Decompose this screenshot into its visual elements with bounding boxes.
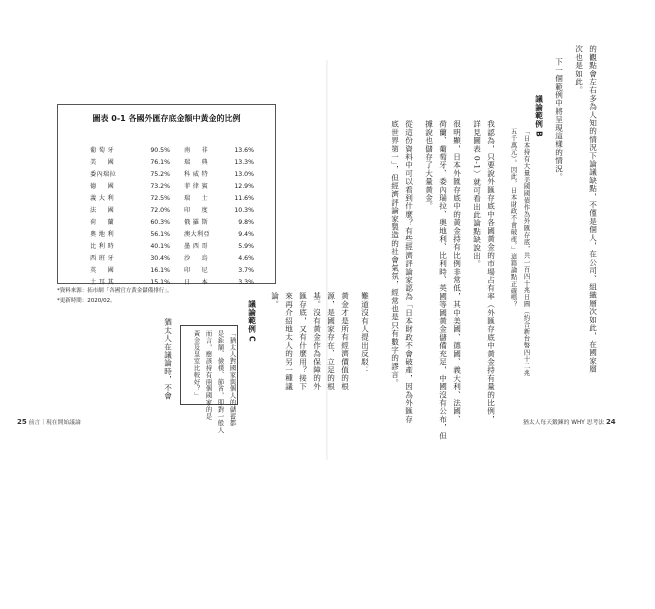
table-row bbox=[90, 253, 170, 265]
country-name: 美 國 bbox=[90, 159, 114, 166]
table-row bbox=[90, 265, 170, 277]
table-row bbox=[184, 265, 254, 277]
right-page-number: 24 bbox=[605, 418, 616, 426]
body-line: 下一個範例中將呈現這樣的情況。 bbox=[554, 58, 564, 181]
source-notes bbox=[57, 286, 173, 306]
gold-ratio-value: 30.4% bbox=[150, 255, 170, 262]
body-line: 匯存底，又有什麼用？接下 bbox=[298, 292, 308, 391]
body-line: 我認為，只要說外匯存底中各國黃金的市場占有率（外匯存底中黃金持有量的比例， bbox=[486, 120, 496, 424]
right-folio bbox=[523, 417, 616, 426]
body-line: 基。沒有黃金作為保障的外 bbox=[312, 292, 322, 391]
country-name: 奧 地 利 bbox=[90, 231, 114, 238]
body-line: 源，是國家存在、立足的根 bbox=[326, 292, 336, 391]
gold-ratio-value: 9.4% bbox=[238, 231, 254, 238]
country-name: 土 耳 其 bbox=[90, 279, 114, 286]
table-row bbox=[184, 229, 254, 241]
country-name: 荷 蘭 bbox=[90, 219, 114, 226]
body-line: 詳見圖表 0-1）就可看出此論點缺說出。 bbox=[472, 120, 482, 269]
table-row bbox=[184, 277, 254, 289]
quote-c-line: 「猶太人對國家與個人的儲蓄都 bbox=[228, 330, 236, 427]
gold-ratio-value: 60.3% bbox=[150, 219, 170, 226]
gold-ratio-value: 12.9% bbox=[234, 183, 254, 190]
country-name: 印 度 bbox=[184, 207, 208, 214]
table-left-column bbox=[90, 145, 170, 289]
gold-ratio-value: 13.3% bbox=[234, 159, 254, 166]
body-line: 論。 bbox=[270, 292, 280, 309]
country-name: 義 大 利 bbox=[90, 195, 114, 202]
country-name: 法 國 bbox=[90, 207, 114, 214]
quote-c-line: 黃金及皇室比較好？」 bbox=[192, 330, 200, 399]
table-row bbox=[90, 241, 170, 253]
country-name: 南 非 bbox=[184, 147, 208, 154]
table-row bbox=[90, 217, 170, 229]
country-name: 科 威 特 bbox=[184, 171, 208, 178]
body-line: 荷蘭、葡萄牙、委內瑞拉、奧地利、比利時、英國等國黃金儲備充足，中國沒有公布，但 bbox=[438, 120, 448, 440]
gold-ratio-value: 73.2% bbox=[150, 183, 170, 190]
country-name: 墨 西 哥 bbox=[184, 243, 208, 250]
gold-ratio-value: 13.6% bbox=[234, 147, 254, 154]
table-row bbox=[90, 181, 170, 193]
gold-ratio-value: 5.9% bbox=[238, 243, 254, 250]
left-page-number: 25 bbox=[17, 418, 27, 426]
body-line: 很明顯，日本外匯存底中的黃金持有比例非常低，其中美國、德國、義大利、法國、 bbox=[452, 120, 462, 424]
gold-ratio-value: 4.6% bbox=[238, 255, 254, 262]
country-name: 日 本 bbox=[184, 279, 208, 286]
table-row bbox=[184, 169, 254, 181]
gold-ratio-value: 13.0% bbox=[234, 171, 254, 178]
country-name: 菲 律 賓 bbox=[184, 183, 208, 190]
gold-ratio-value: 15.1% bbox=[150, 279, 170, 286]
source-line: *資料來源：拓市網「各國官方黃金儲備排行」。 bbox=[57, 288, 173, 294]
example-b-heading: 議論範例 B bbox=[534, 95, 544, 138]
country-name: 比 利 時 bbox=[90, 243, 114, 250]
quote-c-line: 是鉅額、儉樸、節省，即對一般人 bbox=[216, 330, 224, 434]
body-line: 據說也儲存了大量黃金。 bbox=[424, 120, 434, 211]
body-line: 底世界第一」，但經濟評論家製造的社會氣氛，經常也是只有數字的謬言。 bbox=[390, 120, 400, 387]
table-row bbox=[90, 157, 170, 169]
body-line: 難道沒有人提出反駁： bbox=[360, 292, 370, 374]
table-right-column bbox=[184, 145, 254, 289]
table-row bbox=[90, 169, 170, 181]
quote-b-line: 「日本持有大量美國國債作為外匯存底，共一百四十兆日圓（約合新台幣四十二兆 bbox=[522, 128, 530, 377]
country-name: 印 尼 bbox=[184, 267, 208, 274]
gold-ratio-value: 40.1% bbox=[150, 243, 170, 250]
country-name: 澳大利亞 bbox=[184, 231, 210, 238]
table-row bbox=[90, 193, 170, 205]
table-row bbox=[184, 205, 254, 217]
gold-ratio-value: 9.8% bbox=[238, 219, 254, 226]
gold-ratio-table bbox=[57, 104, 276, 284]
country-name: 沙 烏 bbox=[184, 255, 208, 262]
body-line: 黃金才是所有經濟價值的根 bbox=[340, 292, 350, 391]
left-running-head: 前言｜現在開始議論 bbox=[28, 420, 81, 426]
gold-ratio-value: 16.1% bbox=[150, 267, 170, 274]
gold-ratio-value: 75.2% bbox=[150, 171, 170, 178]
table-row bbox=[184, 217, 254, 229]
table-row bbox=[184, 193, 254, 205]
body-line: 次也是如此。 bbox=[574, 45, 584, 95]
gold-ratio-value: 3.3% bbox=[238, 279, 254, 286]
country-name: 德 國 bbox=[90, 183, 114, 190]
body-line: 來再介紹地太人的另一種議 bbox=[284, 292, 294, 391]
example-c-heading: 議論範例 C bbox=[247, 300, 257, 343]
gold-ratio-value: 10.3% bbox=[234, 207, 254, 214]
body-line: 從這份資料中可以看到什麼？有些經濟評論家認為「日本財政不會破產，因為外匯存 bbox=[404, 120, 414, 424]
country-name: 瑞 士 bbox=[184, 195, 208, 202]
table-row bbox=[90, 229, 170, 241]
quote-c-line: 而言，應該持有兩個國家的是 bbox=[204, 330, 212, 420]
country-name: 英 國 bbox=[90, 267, 114, 274]
update-line: *更新時間：2020/02。 bbox=[57, 298, 116, 304]
table-row bbox=[184, 157, 254, 169]
quote-b-line: 五千萬元）。因此，日本財政不會破產。」這篇論點正確嗎？ bbox=[509, 128, 517, 308]
country-name: 俄 羅 斯 bbox=[184, 219, 208, 226]
gold-ratio-value: 11.6% bbox=[234, 195, 254, 202]
left-folio bbox=[17, 417, 81, 426]
gold-ratio-value: 56.1% bbox=[150, 231, 170, 238]
table-row bbox=[90, 145, 170, 157]
country-name: 委內瑞拉 bbox=[90, 171, 116, 178]
gold-ratio-value: 90.5% bbox=[150, 147, 170, 154]
country-name: 瑞 典 bbox=[184, 159, 208, 166]
table-title: 圖表 0-1 各國外匯存底金額中黃金的比例 bbox=[92, 114, 241, 123]
table-row bbox=[184, 253, 254, 265]
table-row bbox=[184, 145, 254, 157]
country-name: 葡 萄 牙 bbox=[90, 147, 114, 154]
gold-ratio-value: 76.1% bbox=[150, 159, 170, 166]
table-row bbox=[184, 181, 254, 193]
body-line: 猶太人在議論時，不會 bbox=[163, 318, 173, 400]
country-name: 西 班 牙 bbox=[90, 255, 114, 262]
right-running-head: 猶太人每天鍛鍊的 WHY 思考法 bbox=[523, 420, 605, 426]
table-row bbox=[90, 205, 170, 217]
body-line: 的觀點會左右多為人知的情況下論議缺點，不僅是個人，在公司、組織層次如此，在國家層 bbox=[588, 45, 598, 373]
table-row bbox=[184, 241, 254, 253]
gold-ratio-value: 72.0% bbox=[150, 207, 170, 214]
gold-ratio-value: 72.5% bbox=[150, 195, 170, 202]
gold-ratio-value: 3.7% bbox=[238, 267, 254, 274]
